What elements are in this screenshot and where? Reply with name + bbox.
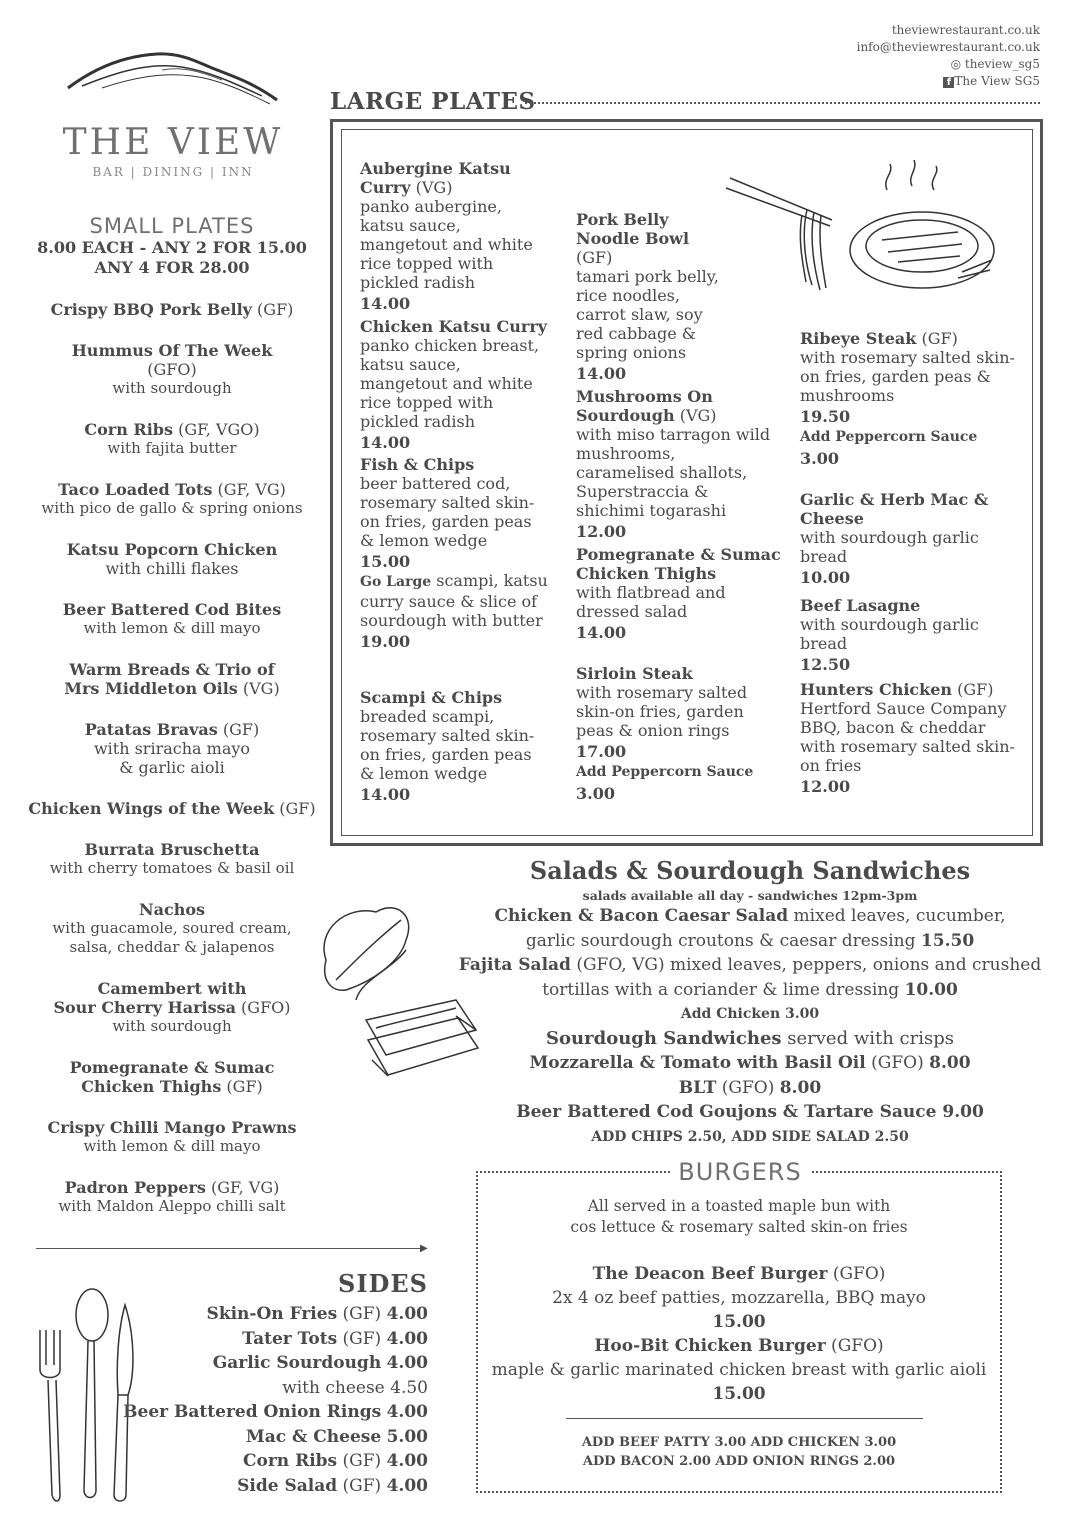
divider [566,1418,923,1419]
list-item: Pomegranate & Sumac Chicken Thighs (GF) [69,1058,275,1096]
menu-item: Pomegranate & Sumac Chicken Thighs with flatbread and dressed salad 14.00 [576,545,781,642]
menu-item: Chicken Katsu Curry panko chicken breast, katsu sauce, mangetout and white rice topped with pickled radish 14.00 [360,317,548,452]
menu-item: Beer Battered Cod Goujons & Tartare Sauce 9.00 [516,1102,984,1122]
small-plates-section [22,214,322,1216]
list-item: Skin-On Fries (GF) 4.00 [206,1304,428,1324]
menu-item: Hunters Chicken (GF) Hertford Sauce Company BBQ, bacon & cheddar with rosemary salted skin-on fries 12.00 [800,680,1015,796]
contact-block [857,22,1040,90]
instagram-icon: ◎ [950,57,962,71]
steak-icon [850,160,994,288]
list-item: Corn Ribs (GF) 4.00 [242,1451,428,1471]
divider [525,102,1040,104]
arrow-icon: ▶ [420,1243,428,1254]
menu-item-price: 15.00 [712,1312,766,1332]
facebook-link[interactable]: f The View SG5 [857,73,1040,90]
website-link[interactable]: theviewrestaurant.co.uk [891,23,1040,37]
small-plates-title: SMALL PLATES [89,214,255,238]
add-chicken-note: Add Chicken 3.00 [680,1006,820,1022]
list-item: Beer Battered Onion Rings 4.00 [123,1402,428,1422]
chopsticks-noodles-icon [722,160,1002,300]
logo-name: THE VIEW [62,122,284,163]
menu-item: Sourdough Sandwiches served with crisps [546,1027,954,1049]
list-item: Crispy Chilli Mango Prawns with lemon & dill mayo [47,1118,297,1155]
list-item: Corn Ribs (GF, VGO) with fajita butter [84,420,260,457]
sandwich-icon [306,900,486,1100]
burgers-intro-2: cos lettuce & rosemary salted skin-on fries [570,1218,908,1236]
list-item: Side Salad (GF) 4.00 [237,1475,428,1496]
list-item: Crispy BBQ Pork Belly (GF) [50,300,294,319]
list-item: Garlic Sourdough 4.00 [212,1353,428,1373]
list-item: with cheese 4.50 [282,1377,428,1398]
menu-item-desc: garlic sourdough croutons & caesar dressing 15.50 [525,930,975,951]
list-item: Beer Battered Cod Bites with lemon & dill mayo [62,600,282,637]
list-item: Warm Breads & Trio of Mrs Middleton Oils (VG) [64,660,280,698]
menu-item: Mozzarella & Tomato with Basil Oil (GFO) 8.00 [529,1053,971,1073]
list-item: Patatas Bravas (GF) with sriracha mayo & garlic aioli [84,720,260,777]
list-item: Tater Tots (GF) 4.00 [242,1328,428,1349]
menu-item: Mushrooms On Sourdough (VG) with miso tarragon wild mushrooms, caramelised shallots, Superstraccia & shichimi togarashi 12.00 [576,387,771,541]
menu-item-desc: tortillas with a coriander & lime dressing 10.00 [542,979,958,1000]
menu-item-desc: maple & garlic marinated chicken breast with garlic aioli [491,1360,987,1380]
list-item: Camembert with Sour Cherry Harissa (GFO) with sourdough [53,979,291,1035]
menu-item: Aubergine Katsu Curry (VG) panko aubergine, katsu sauce, mangetout and white rice topped with pickled radish 14.00 [360,159,533,313]
list-item: Taco Loaded Tots (GF, VG) with pico de gallo & spring onions [41,480,303,517]
menu-item: Sirloin Steak with rosemary salted skin-on fries, garden peas & onion rings 17.00 Add Peppercorn Sauce 3.00 [576,664,754,803]
burgers-intro-1: All served in a toasted maple bun with [587,1197,891,1215]
list-item: Burrata Bruschetta with cherry tomatoes & basil oil [49,840,295,877]
salads-title: Salads & Sourdough Sandwiches [529,856,971,885]
email-link[interactable]: info@theviewrestaurant.co.uk [856,40,1040,54]
menu-item: Pork Belly Noodle Bowl (GF) tamari pork belly, rice noodles, carrot slaw, soy red cabbage & spring onions 14.00 [576,210,719,383]
list-item: Padron Peppers (GF, VG) with Maldon Aleppo chilli salt [58,1178,286,1215]
menu-item: Beef Lasagne with sourdough garlic bread 12.50 [800,596,979,674]
divider [36,1248,424,1249]
menu-item: Fajita Salad (GFO, VG) mixed leaves, peppers, onions and crushed [458,955,1042,975]
list-item: Mac & Cheese 5.00 [245,1426,428,1447]
logo-tagline: BAR | DINING | INN [92,165,254,179]
mountain-logo-icon [62,48,284,118]
menu-item-price: 15.00 [712,1384,766,1404]
menu-item: Ribeye Steak (GF) with rosemary salted skin-on fries, garden peas & mushrooms 19.50 Add Peppercorn Sauce 3.00 [800,329,1015,468]
menu-item: Scampi & Chips breaded scampi, rosemary salted skin-on fries, garden peas & lemon wedge 14.00 [360,688,535,804]
salads-subtitle: salads available all day - sandwiches 12pm-3pm [582,888,918,903]
sides-section [123,1266,428,1498]
menu-item: Garlic & Herb Mac & Cheese with sourdough garlic bread 10.00 [800,490,989,587]
menu-item: Fish & Chips beer battered cod, rosemary salted skin-on fries, garden peas & lemon wedge 15.00 Go Large scampi, katsu curry sauce & slice of sourdough with butter 19.00 [360,455,548,651]
menu-item: Chicken & Bacon Caesar Salad mixed leaves, cucumber, [494,906,1006,926]
list-item: Chicken Wings of the Week (GF) [28,799,316,818]
burgers-section [478,1196,1000,1406]
small-plates-price-2: ANY 4 FOR 28.00 [94,258,250,277]
burgers-title: BURGERS [678,1158,802,1186]
menu-item-desc: 2x 4 oz beef patties, mozzarella, BBQ mayo [552,1288,926,1308]
list-item: Hummus Of The Week (GFO) with sourdough [71,341,273,397]
burgers-extras: ADD BEEF PATTY 3.00 ADD CHICKEN 3.00 ADD BACON 2.00 ADD ONION RINGS 2.00 [581,1435,897,1469]
salads-section [440,854,1060,1149]
sides-title: SIDES [338,1269,428,1298]
list-item: Katsu Popcorn Chicken with chilli flakes [66,540,278,578]
small-plates-price-1: 8.00 EACH - ANY 2 FOR 15.00 [37,238,307,257]
menu-item: BLT (GFO) 8.00 [678,1077,822,1098]
instagram-link[interactable]: ◎ theview_sg5 [950,57,1040,71]
salads-extras: ADD CHIPS 2.50, ADD SIDE SALAD 2.50 [591,1128,909,1145]
facebook-icon: f [943,77,954,88]
menu-item: Hoo-Bit Chicken Burger (GFO) [594,1336,884,1356]
menu-item: The Deacon Beef Burger (GFO) [592,1264,886,1284]
large-plates-title: LARGE PLATES [330,88,536,115]
list-item: Nachos with guacamole, soured cream, salsa, cheddar & jalapenos [52,900,292,956]
logo [62,48,284,179]
